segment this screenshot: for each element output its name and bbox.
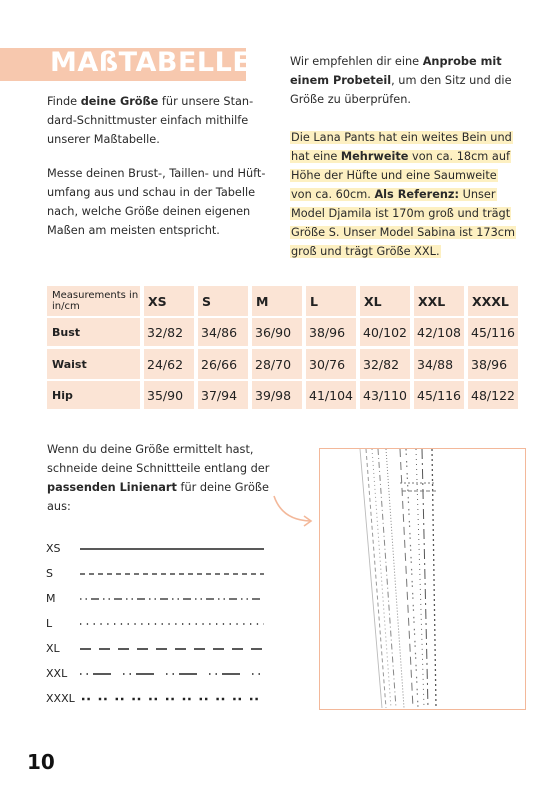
line-dash-dot-icon xyxy=(78,593,268,605)
legend-label-xl: XL xyxy=(46,642,60,655)
table-corner-label: Measurements in in/cm xyxy=(47,286,140,316)
table-cell: 34/86 xyxy=(198,318,248,346)
table-cell: 35/90 xyxy=(144,381,194,409)
pattern-preview xyxy=(319,448,526,710)
cut-instructions xyxy=(47,440,277,516)
instr-text-c: für deine Größe aus: xyxy=(47,481,269,513)
line-dot-long-dash-icon xyxy=(78,668,268,680)
size-header: S xyxy=(198,286,248,316)
table-cell: 38/96 xyxy=(306,318,356,346)
legend-label-s: S xyxy=(46,567,53,580)
line-solid-icon xyxy=(78,543,268,555)
table-cell: 32/82 xyxy=(144,318,194,346)
pants-text-e: Unser Model Djamila ist 170m groß und trägt Größe S. Unser Model Sabina ist 173cm groß und trägt Größe XXL. xyxy=(291,188,515,258)
line-dotted-icon xyxy=(78,618,268,630)
intro-text-a: Finde xyxy=(47,95,81,108)
page-number: 10 xyxy=(27,750,55,774)
size-header: M xyxy=(252,286,302,316)
table-cell: 45/116 xyxy=(414,381,464,409)
table-cell: 48/122 xyxy=(468,381,518,409)
size-header: L xyxy=(306,286,356,316)
table-cell: 30/76 xyxy=(306,349,356,379)
table-cell: 42/108 xyxy=(414,318,464,346)
table-cell: 37/94 xyxy=(198,381,248,409)
pants-text-c: von ca. 18cm auf Höhe der Hüfte und eine Saumweite von ca. 60cm. xyxy=(291,150,510,201)
size-header: XS xyxy=(144,286,194,316)
instr-text-a: Wenn du deine Größe ermittelt hast, schneide deine Schnittteile entlang der xyxy=(47,443,270,475)
legend-label-l: L xyxy=(46,617,53,630)
row-label-hip: Hip xyxy=(47,381,140,409)
table-cell: 32/82 xyxy=(360,349,410,379)
line-dashed-icon xyxy=(78,568,268,580)
table-cell: 26/66 xyxy=(198,349,248,379)
line-double-dot-icon xyxy=(78,693,268,705)
legend-label-xs: XS xyxy=(46,542,61,555)
arrow-icon xyxy=(270,490,320,530)
measure-paragraph: Messe deinen Brust-, Taillen- und Hüftumfang aus und schau in der Tabelle nach, welche Größe deinen eigenen Maßen am meisten entspricht. xyxy=(47,167,266,237)
pants-info-paragraph xyxy=(290,128,520,261)
page-title: MAßTABELLE xyxy=(50,47,252,78)
table-cell: 34/88 xyxy=(414,349,464,379)
table-cell: 36/90 xyxy=(252,318,302,346)
row-label-waist: Waist xyxy=(47,349,140,379)
legend-label-xxxl: XXXL xyxy=(46,692,75,705)
fitting-paragraph xyxy=(290,52,520,109)
table-cell: 38/96 xyxy=(468,349,518,379)
row-label-bust: Bust xyxy=(47,318,140,346)
table-cell: 41/104 xyxy=(306,381,356,409)
table-cell: 28/70 xyxy=(252,349,302,379)
pants-text-bold-a: Mehrweite xyxy=(340,150,409,163)
intro-text-c: für unsere Standard-Schnittmuster einfach mithilfe unserer Maßtabelle. xyxy=(47,95,254,146)
size-header: XL xyxy=(360,286,410,316)
table-cell: 39/98 xyxy=(252,381,302,409)
line-long-dash-icon xyxy=(78,643,268,655)
fitting-text-bold: Anprobe mit einem Probeteil xyxy=(290,55,502,87)
instr-text-bold: passenden Linienart xyxy=(47,481,177,494)
legend-label-xxl: XXL xyxy=(46,667,68,680)
pants-text-a: Die Lana Pants hat ein weites Bein und hat eine xyxy=(291,131,512,163)
fitting-text-a: Wir empfehlen dir eine xyxy=(290,55,423,68)
table-cell: 40/102 xyxy=(360,318,410,346)
table-cell: 45/116 xyxy=(468,318,518,346)
table-cell: 24/62 xyxy=(144,349,194,379)
pants-text-bold-b: Als Referenz: xyxy=(374,188,460,201)
legend-label-m: M xyxy=(46,592,56,605)
pattern-lines-illustration xyxy=(320,449,524,708)
size-header: XXL xyxy=(414,286,464,316)
size-header: XXXL xyxy=(468,286,518,316)
intro-paragraph xyxy=(47,92,272,149)
table-cell: 43/110 xyxy=(360,381,410,409)
fitting-text-c: , um den Sitz und die Größe zu überprüfen. xyxy=(290,74,512,106)
intro-text-bold: deine Größe xyxy=(80,95,159,108)
